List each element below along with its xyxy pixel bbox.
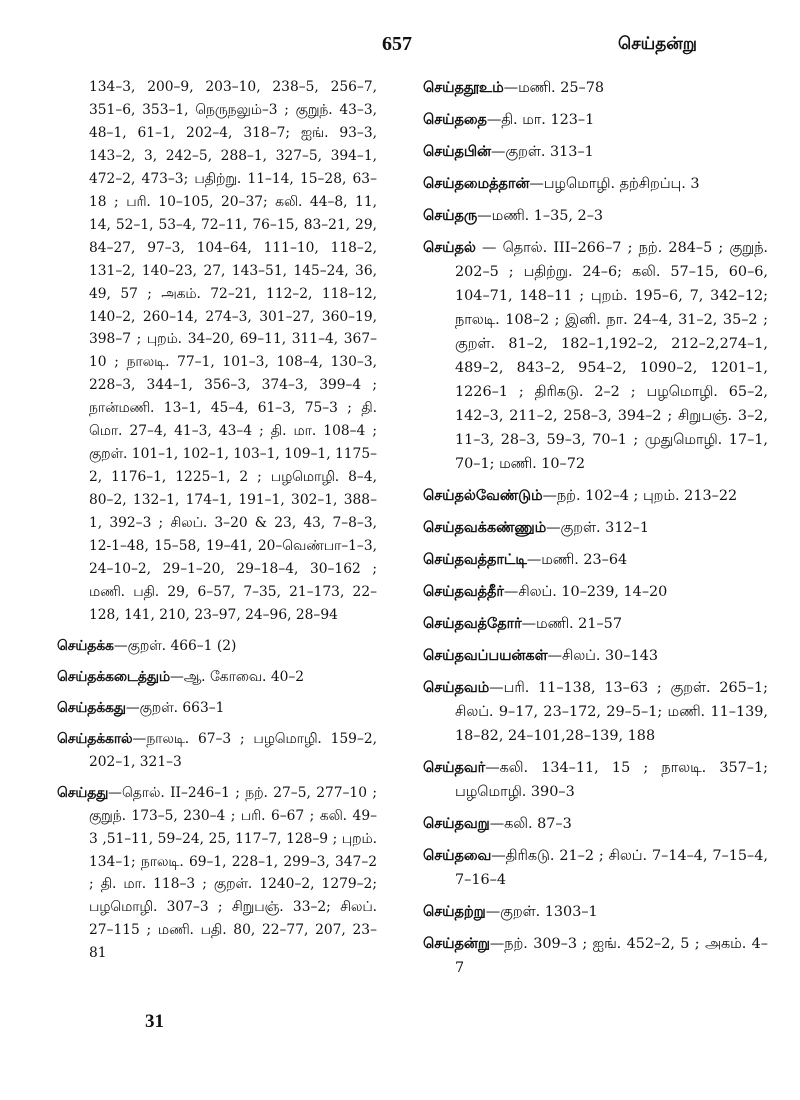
right-column (423, 76, 768, 988)
entry-references: 134–3, 200–9, 203–10, 238–5, 256–7, 351–6, 353–1, நெருநலும்–3 ; குறுந். 43–3, 48–1, 61–1, 202–4, 318–7; ஐங். 93–3, 143–2, 3, 242–5, 288–1, 327–5, 394–1, 472–2, 473–3; பதிற்று. 11–14, 15–28, 63–18 ; பரி. 10–105, 20–37; கலி. 44–8, 11, 14, 52–1, 53–4, 72–11, 76–15, 83–21, 29, 84–27, 97–3, 104–64, 111–10, 118–2, 131–2, 140–23, 27, 143–51, 145–24, 36, 49, 57 ; அகம். 72–21, 112–2, 118–12, 140–2, 260–14, 274–3, 301–27, 360–19, 398–7 ; புறம். 34–20, 69–11, 311–4, 367–10 ; நாலடி. 77–1, 101–3, 108–4, 130–3, 228–3, 344–1, 356–3, 374–3, 399–4 ; நான்மணி. 13–1, 45–4, 61–3, 75–3 ; தி. மொ. 27–4, 41–3, 43–4 ; தி. மா. 108–4 ; குறள். 101–1, 102–1, 103–1, 109–1, 1175–2, 1176–1, 1225–1, 2 ; பழமொழி. 8–4, 80–2, 132–1, 174–1, 191–1, 302–1, 388–1, 392–3 ; சிலப். 3–20 & 23, 43, 7–8–3, 12-1–48, 15–58, 19–41, 20–வெண்பா–1–3, 24–10–2, 29–1–20, 29–18–4, 30–162 ; மணி. பதி. 29, 6–57, 7–35, 21–173, 22–128, 141, 210, 23–97, 24–96, 28–94 (89, 79, 377, 623)
index-entry (423, 548, 768, 572)
index-entry (57, 76, 377, 627)
entry-headword: செய்தக்கால் (57, 730, 133, 747)
entry-references: —சிலப். 10–239, 14–20 (503, 584, 668, 600)
entry-headword: செய்தல்வேண்டும் (423, 488, 543, 504)
entry-headword: செய்தவை (423, 848, 492, 864)
entry-references: —பழமொழி. தற்சிறப்பு. 3 (529, 176, 700, 192)
entry-headword: செய்தன்று (423, 936, 490, 952)
index-entry (423, 172, 768, 196)
entry-headword: செய்தது (57, 784, 109, 801)
entry-references: —குறள். 663–1 (125, 699, 225, 716)
index-entry (423, 484, 768, 508)
index-entry (57, 782, 377, 966)
entry-references: —கலி. 134–11, 15 ; நாலடி. 357–1; பழமொழி. 390–3 (455, 760, 768, 800)
entry-references: —குறள். 1303–1 (485, 904, 598, 920)
entry-references: —மணி. 23–64 (526, 552, 628, 568)
page-number: 657 (382, 33, 412, 55)
index-entry (423, 236, 768, 476)
entry-headword: செய்தவம் (423, 680, 490, 696)
index-entry (57, 728, 377, 774)
index-entry (423, 844, 768, 892)
entry-references: —சிலப். 30–143 (547, 648, 659, 664)
entry-references: —நற். 309–3 ; ஐங். 452–2, 5 ; அகம். 4–7 (455, 936, 768, 976)
entry-headword: செய்தவத்தீர் (423, 584, 504, 600)
index-entry (423, 900, 768, 924)
entry-references: —கலி. 87–3 (489, 816, 572, 832)
entry-references: —பரி. 11–138, 13–63 ; குறள். 265–1; சிலப். 9–17, 23–172, 29–5–1; மணி. 11–139, 18–82, 24–101,28–139, 188 (455, 680, 768, 744)
entry-headword: செய்தவக்கண்ணும் (423, 520, 547, 536)
entry-references: —நாலடி. 67–3 ; பழமொழி. 159–2, 202–1, 321–3 (89, 730, 377, 770)
entry-references: —தி. மா. 123–1 (486, 112, 595, 128)
entry-headword: செய்தபின் (423, 144, 491, 160)
entry-headword: செய்தவத்தாட்டி (423, 552, 527, 568)
index-entry (423, 932, 768, 980)
index-entry (423, 812, 768, 836)
entry-headword: செய்தக்கது (57, 699, 126, 716)
entry-headword: செய்தல் (423, 240, 476, 256)
index-entry (57, 697, 377, 720)
entry-headword: செய்தக்க (57, 637, 114, 654)
index-entry (423, 516, 768, 540)
entry-references: —மணி. 21–57 (521, 616, 622, 632)
entry-headword: செய்ததை (423, 112, 487, 128)
index-entry (423, 644, 768, 668)
entry-references: —ஆ. கோவை. 40–2 (169, 668, 305, 685)
entry-headword: செய்தவப்பயன்கள் (423, 648, 548, 664)
entry-references: —மணி. 1–35, 2–3 (477, 208, 604, 224)
entry-references: —நற். 102–4 ; புறம். 213–22 (542, 488, 738, 504)
running-head: செய்தன்று (618, 34, 697, 54)
signature-mark: 31 (145, 1011, 164, 1032)
index-entry (423, 580, 768, 604)
index-entry (423, 756, 768, 804)
index-entry (423, 612, 768, 636)
entry-references: —மணி. 25–78 (503, 80, 605, 96)
index-entry (423, 76, 768, 100)
index-entry (57, 666, 377, 689)
entry-references: —குறள். 312–1 (546, 520, 649, 536)
entry-references: —குறள். 313–1 (490, 144, 594, 160)
entry-references: —திரிகடு. 21–2 ; சிலப். 7–14–4, 7–15–4, 7–16–4 (455, 848, 768, 888)
index-entry (57, 635, 377, 658)
entry-headword: செய்தரு (423, 208, 478, 224)
index-entry (423, 108, 768, 132)
index-entry (423, 204, 768, 228)
entry-headword: செய்ததூஉம் (423, 80, 504, 96)
entry-references: — தொல். III–266–7 ; நற். 284–5 ; குறுந். 202–5 ; பதிற்று. 24–6; கலி. 57–15, 60–6, 104–71, 148–11 ; புறம். 195–6, 7, 342–12; நாலடி. 108–2 ; இனி. நா. 24–4, 31–2, 35–2 ; குறள். 81–2, 182–1,192–2, 212–2,274–1, 489–2, 843–2, 954–2, 1090–2, 1201–1, 1226–1 ; திரிகடு. 2–2 ; பழமொழி. 65–2, 142–3, 211–2, 258–3, 394–2 ; சிறுபஞ். 3–2, 11–3, 28–3, 59–3, 70–1 ; முதுமொழி. 17–1, 70–1; மணி. 10–72 (455, 240, 768, 472)
entry-references: —தொல். II–246–1 ; நற். 27–5, 277–10 ; குறுந். 173–5, 230–4 ; பரி. 6–67 ; கலி. 49–3 ,51–11, 59–24, 25, 117–7, 128–9 ; புறம். 134–1; நாலடி. 69–1, 228–1, 299–3, 347–2 ; தி. மா. 118–3 ; குறள். 1240–2, 1279–2; பழமொழி. 307–3 ; சிறுபஞ். 33–2; சிலப். 27–115 ; மணி. பதி. 80, 22–77, 207, 23–81 (89, 784, 377, 962)
entry-headword: செய்தமைத்தான் (423, 176, 530, 192)
index-entry (423, 676, 768, 748)
entry-headword: செய்தற்று (423, 904, 486, 920)
index-entry (423, 140, 768, 164)
entry-headword: செய்தக்கடைத்தும் (57, 668, 170, 685)
entry-references: —குறள். 466–1 (2) (113, 637, 237, 654)
entry-headword: செய்தவறு (423, 816, 490, 832)
entry-headword: செய்தவத்தோர் (423, 616, 522, 632)
entry-headword: செய்தவர் (423, 760, 486, 776)
left-column (57, 76, 377, 973)
